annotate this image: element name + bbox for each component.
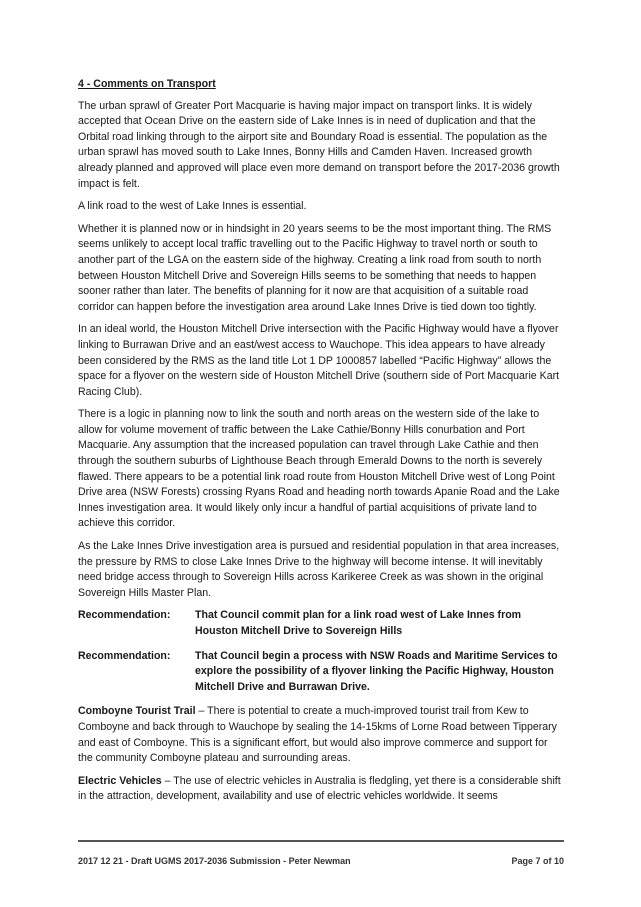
recommendation-1	[78, 608, 564, 639]
footer-page-number: Page 7 of 10	[511, 856, 564, 866]
electric-vehicles-text: – The use of electric vehicles in Australia is fledgling, yet there is a considerable shift in the attraction, development, availability and use of electric vehicles worldwide. It seems	[78, 774, 561, 803]
recommendation-label: Recommendation:	[78, 609, 171, 622]
recommendation-text: That Council begin a process with NSW Roads and Maritime Services to explore the possibility of a flyover linking the Pacific Highway, Houston Mitchell Drive and Burrawan Drive.	[195, 649, 558, 693]
recommendation-2	[78, 649, 564, 696]
electric-vehicles-title: Electric Vehicles	[78, 774, 162, 787]
paragraph-tourist-trail	[78, 704, 564, 766]
tourist-trail-text: – There is potential to create a much-improved tourist trail from Kew to Comboyne and back through to Wauchope by sealing the 14-15kms of Lorne Road between Tipperary and east of Comboyne. This is a significant effort, but would also improve commerce and support for the community Comboyne plateau and surrounding areas.	[78, 705, 557, 765]
paragraph-logic: There is a logic in planning now to link the south and north areas on the western side of the lake to allow for volume movement of traffic between the Lake Cathie/Bonny Hills conurbation and Port Macquarie. Any assumption that the increased population can travel through Lake Cathie and then through the southern suburbs of Lighthouse Beach through Emerald Downs to the north is severely flawed. There appears to be a potential link road route from Houston Mitchell Drive west of Long Point Drive area (NSW Forests) crossing Ryans Road and heading north towards Apanie Road and the Lake Innes investigation area. It would likely only incur a handful of partial acquisitions of private land to achieve this corridor.	[78, 408, 560, 530]
page-footer	[78, 856, 564, 866]
footer-document-title: 2017 12 21 - Draft UGMS 2017-2036 Submission - Peter Newman	[78, 856, 351, 866]
recommendation-label: Recommendation:	[78, 649, 171, 662]
paragraph-link-road: A link road to the west of Lake Innes is essential.	[78, 200, 307, 213]
paragraph-planning: Whether it is planned now or in hindsight in 20 years seems to be the most important thing. The RMS seems unlikely to accept local traffic travelling out to the Pacific Highway to travel north or south to another part of the LGA on the eastern side of the highway. Creating a link road from south to north between Houston Mitchell Drive and Sovereign Hills seems to be something that needs to happen sooner rather than later. The benefits of planning for it now are that acquisition of a suitable road corridor can happen before the investigation area around Lake Innes Drive is tied down too tightly.	[78, 222, 552, 313]
footer-divider	[78, 840, 564, 842]
paragraph-investigation-area: As the Lake Innes Drive investigation area is pursued and residential population in that area increases, the pressure by RMS to close Lake Innes Drive to the highway will become intense. It will inevitably need bridge access through to Sovereign Hills across Karikeree Creek as was shown in the original Sovereign Hills Master Plan.	[78, 540, 560, 599]
paragraph-urban-sprawl: The urban sprawl of Greater Port Macquarie is having major impact on transport links. It is widely accepted that Ocean Drive on the eastern side of Lake Innes is in need of duplication and that the Orbital road linking through to the airport site and Boundary Road is essential. The population as the urban sprawl has moved south to Lake Innes, Bonny Hills and Camden Haven. Increased growth already planned and approved will place even more demand on transport before the 2017-2036 growth impact is felt.	[78, 99, 560, 190]
paragraph-flyover: In an ideal world, the Houston Mitchell Drive intersection with the Pacific Highway would have a flyover linking to Burrawan Drive and an east/west access to Wauchope. This idea appears to have already been considered by the RMS as the land title Lot 1 DP 1000857 labelled “Pacific Highway” allows the space for a flyover on the western side of Houston Mitchell Drive (southern side of Port Macquarie Kart Racing Club).	[78, 323, 560, 398]
paragraph-electric-vehicles	[78, 774, 564, 805]
section-heading: 4 - Comments on Transport	[78, 78, 216, 90]
tourist-trail-title: Comboyne Tourist Trail	[78, 705, 196, 718]
page-content	[78, 77, 564, 812]
recommendation-text: That Council commit plan for a link road west of Lake Innes from Houston Mitchell Drive to Sovereign Hills	[195, 609, 522, 637]
